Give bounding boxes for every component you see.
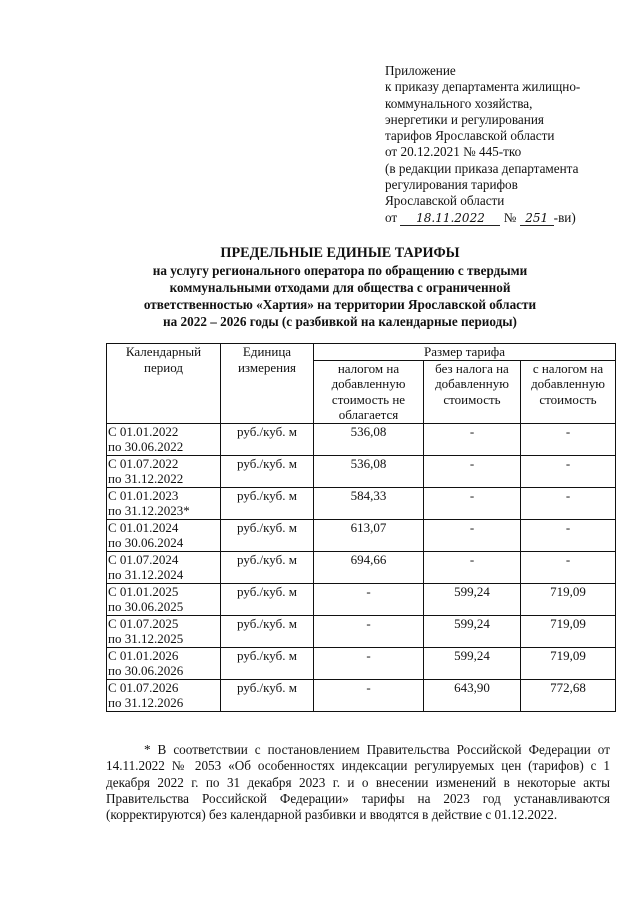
cell-with-vat: 719,09 <box>521 615 616 647</box>
cell-without-vat: 599,24 <box>424 583 521 615</box>
period-to: по 30.06.2025 <box>108 599 184 614</box>
number-label: № <box>503 209 517 225</box>
cell-period <box>107 615 221 647</box>
cell-with-vat: - <box>521 455 616 487</box>
period-to: по 30.06.2026 <box>108 663 184 678</box>
table-row <box>107 647 616 679</box>
appendix-line: к приказу департамента жилищно- <box>385 79 581 95</box>
cell-period <box>107 551 221 583</box>
header-unit: Единица измерения <box>221 344 314 424</box>
period-to: по 30.06.2022 <box>108 439 184 454</box>
number-suffix: -ви) <box>553 209 576 225</box>
period-from: С 01.07.2022 <box>108 455 179 471</box>
cell-period <box>107 455 221 487</box>
handwritten-date: 18.11.2022 <box>400 212 500 226</box>
cell-unit: руб./куб. м <box>221 487 314 519</box>
cell-vat-exempt: - <box>314 583 424 615</box>
period-from: С 01.07.2024 <box>108 551 179 567</box>
cell-unit: руб./куб. м <box>221 423 314 455</box>
tariff-table-body <box>107 423 616 711</box>
period-to: по 31.12.2025 <box>108 631 184 646</box>
appendix-line: энергетики и регулирования <box>385 111 544 127</box>
title-main: ПРЕДЕЛЬНЫЕ ЕДИНЫЕ ТАРИФЫ <box>220 245 460 261</box>
period-from: С 01.07.2025 <box>108 615 179 631</box>
appendix-line: (в редакции приказа департамента <box>385 160 579 176</box>
cell-unit: руб./куб. м <box>221 679 314 711</box>
period-from: С 01.07.2026 <box>108 679 179 695</box>
appendix-line: коммунального хозяйства, <box>385 95 533 111</box>
period-from: С 01.01.2026 <box>108 647 179 663</box>
cell-with-vat: - <box>521 487 616 519</box>
table-row <box>107 519 616 551</box>
table-row <box>107 679 616 711</box>
header-vat-exempt: налогом на добавленную стоимость не облагается <box>314 360 424 423</box>
period-from: С 01.01.2023 <box>108 487 179 503</box>
cell-with-vat: 719,09 <box>521 583 616 615</box>
table-row <box>107 455 616 487</box>
period-to: по 30.06.2024 <box>108 535 184 550</box>
table-row <box>107 551 616 583</box>
cell-without-vat: 643,90 <box>424 679 521 711</box>
appendix-line: от 20.12.2021 № 445-тко <box>385 144 522 160</box>
cell-period <box>107 583 221 615</box>
appendix-line: Приложение <box>385 63 456 78</box>
header-with-vat: с налогом на добавленную стоимость <box>521 360 616 423</box>
period-to: по 31.12.2023* <box>108 503 190 518</box>
cell-unit: руб./куб. м <box>221 615 314 647</box>
appendix-block <box>385 63 635 226</box>
period-to: по 31.12.2026 <box>108 695 184 710</box>
handwritten-number: 251 <box>520 212 554 226</box>
cell-with-vat: - <box>521 423 616 455</box>
cell-unit: руб./куб. м <box>221 455 314 487</box>
title-line: на 2022 – 2026 годы (с разбивкой на календарные периоды) <box>163 314 517 329</box>
cell-with-vat: - <box>521 519 616 551</box>
period-from: С 01.01.2022 <box>108 423 179 439</box>
cell-without-vat: - <box>424 519 521 551</box>
cell-vat-exempt: - <box>314 679 424 711</box>
cell-unit: руб./куб. м <box>221 583 314 615</box>
cell-period <box>107 647 221 679</box>
from-label: от <box>385 209 398 225</box>
amendment-line <box>385 210 635 226</box>
title-line: коммунальными отходами для общества с ограниченной <box>169 280 511 295</box>
appendix-line: тарифов Ярославской области <box>385 128 555 144</box>
cell-vat-exempt: 584,33 <box>314 487 424 519</box>
tariff-table <box>106 343 616 712</box>
cell-period <box>107 423 221 455</box>
table-row <box>107 583 616 615</box>
period-to: по 31.12.2022 <box>108 471 184 486</box>
cell-unit: руб./куб. м <box>221 647 314 679</box>
table-row <box>107 615 616 647</box>
title-line: ответственностью «Хартия» на территории Ярославской области <box>143 297 537 312</box>
cell-period <box>107 487 221 519</box>
table-row <box>107 487 616 519</box>
cell-period <box>107 519 221 551</box>
title-line: на услугу регионального оператора по обращению с твердыми <box>152 263 528 278</box>
header-period: Календарный период <box>107 344 221 424</box>
cell-with-vat: 719,09 <box>521 647 616 679</box>
header-tariff-size: Размер тарифа <box>314 344 616 361</box>
cell-period <box>107 679 221 711</box>
table-row <box>107 423 616 455</box>
period-to: по 31.12.2024 <box>108 567 184 582</box>
cell-vat-exempt: 536,08 <box>314 423 424 455</box>
footnote: * В соответствии с постановлением Правительства Российской Федерации от 14.11.2022 № 2053 «Об особенностях индексации регулируемых цен (тарифов) с 1 декабря 2022 г. по 31 декабря 2023 г. и о внесении изменений в некоторые акты Правительства Российской Федерации» тарифы на 2023 год устанавливаются (корректируются) без календарной разбивки и вводятся в действие с 01.12.2022. <box>106 742 610 823</box>
period-from: С 01.01.2025 <box>108 583 179 599</box>
cell-vat-exempt: 613,07 <box>314 519 424 551</box>
cell-with-vat: 772,68 <box>521 679 616 711</box>
cell-with-vat: - <box>521 551 616 583</box>
period-from: С 01.01.2024 <box>108 519 179 535</box>
cell-unit: руб./куб. м <box>221 519 314 551</box>
appendix-line: регулирования тарифов <box>385 177 518 193</box>
cell-without-vat: - <box>424 551 521 583</box>
cell-vat-exempt: 694,66 <box>314 551 424 583</box>
cell-without-vat: - <box>424 423 521 455</box>
cell-without-vat: 599,24 <box>424 615 521 647</box>
appendix-line: Ярославской области <box>385 193 505 209</box>
cell-vat-exempt: - <box>314 615 424 647</box>
cell-without-vat: - <box>424 487 521 519</box>
cell-vat-exempt: - <box>314 647 424 679</box>
header-without-vat: без налога на добавленную стоимость <box>424 360 521 423</box>
cell-vat-exempt: 536,08 <box>314 455 424 487</box>
cell-unit: руб./куб. м <box>221 551 314 583</box>
document-title <box>100 245 580 330</box>
cell-without-vat: 599,24 <box>424 647 521 679</box>
cell-without-vat: - <box>424 455 521 487</box>
